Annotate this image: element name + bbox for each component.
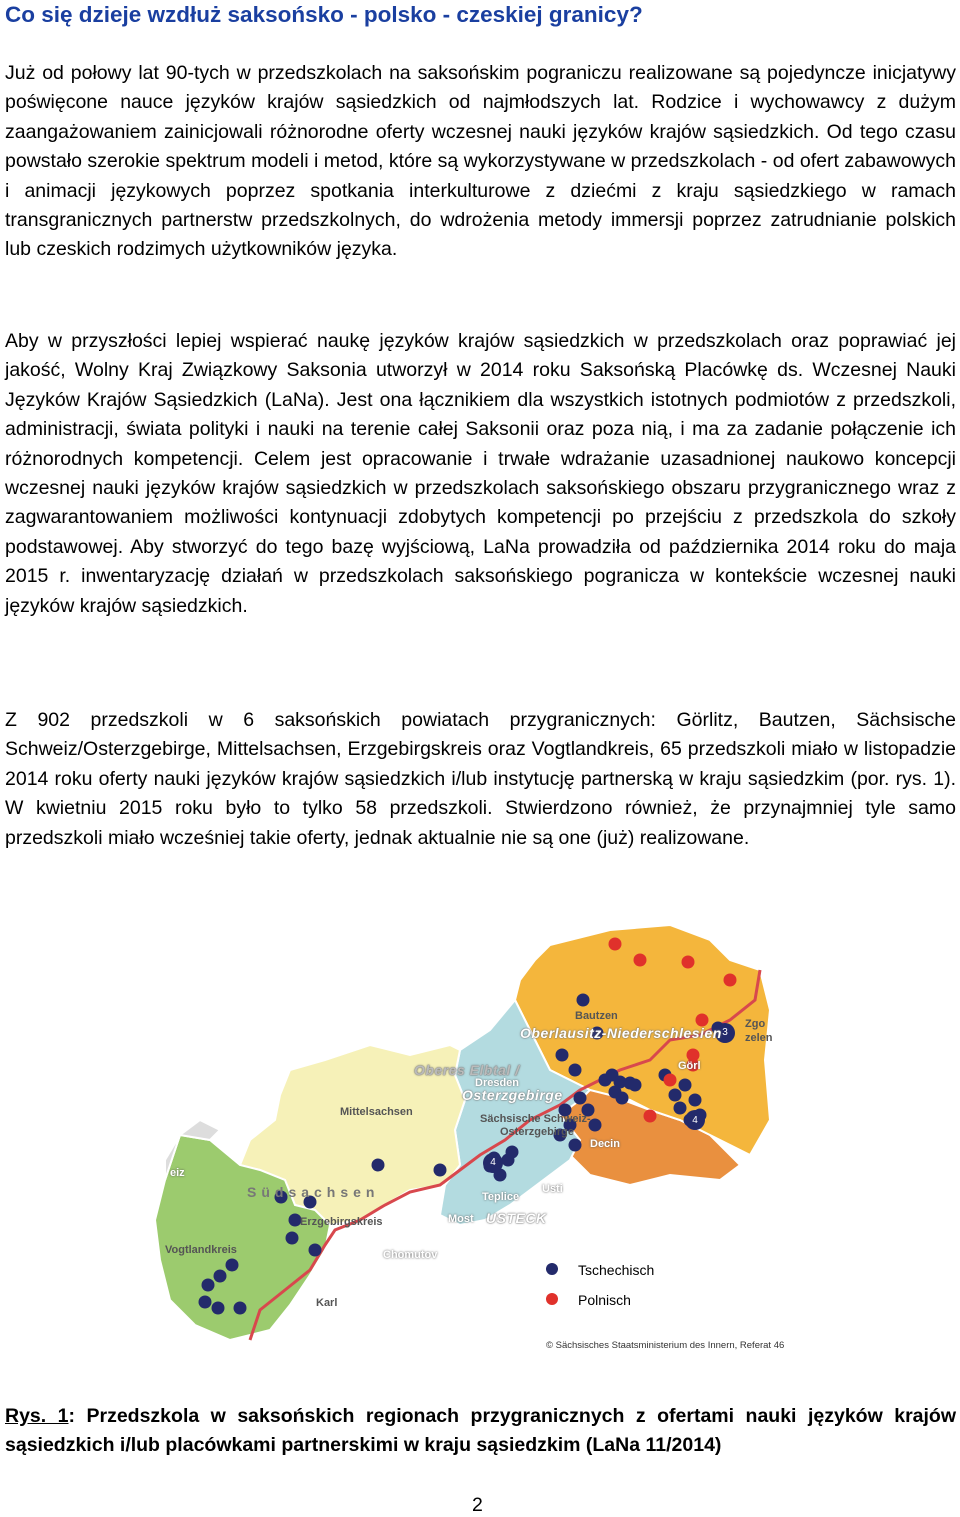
czech-kindergarten-marker [556, 1049, 569, 1062]
czech-kindergarten-marker [506, 1146, 519, 1159]
label-osterzgebirge-2: Osterzgebirge [500, 1126, 574, 1138]
figure-caption-text: : Przedszkola w saksońskich regionach przygranicznych z ofertami nauki języków krajów sąsiedzkich i/lub placówkami partnerskimi w kraju sąsiedzkim (LaNa 11/2014) [5, 1405, 956, 1457]
legend-czech-dot [546, 1263, 558, 1275]
czech-kindergarten-marker [214, 1270, 227, 1283]
label-eiz: eiz [170, 1167, 185, 1179]
polish-kindergarten-marker [634, 954, 647, 967]
polish-kindergarten-marker [724, 974, 737, 987]
czech-kindergarten-marker [199, 1296, 212, 1309]
czech-kindergarten-marker [669, 1089, 682, 1102]
polish-kindergarten-marker [682, 956, 695, 969]
page-number: 2 [472, 1494, 483, 1516]
czech-kindergarten-marker [679, 1079, 692, 1092]
label-zele: zelen [745, 1032, 773, 1044]
cluster-count-zittau: 4 [692, 1115, 698, 1126]
paragraph-lana: Aby w przyszłości lepiej wspierać naukę języków krajów sąsiedzkich w przedszkolach oraz poprawiać jej jakość, Wolny Kraj Związkowy Saksonia utworzył w 2014 roku Saksońską Placówkę ds. Wczesnej Nauki Języków Krajów Sąsiedzkich (LaNa). Jest ona łącznikiem dla wszystkich istotnych podmiotów z przedszkoli, administracji, świata polityki i nauki na terenie całej Saksonii oraz poza nią, i ma za zadanie połączenie ich różnorodnych kompetencji. Celem jest opracowanie i trwałe wdrażanie uzasadnionej naukowo koncepcji wczesnej nauki języków krajów sąsiedzkich w przedszkolach saksońskiego obszaru przygranicznego wraz z zagwarantowaniem możliwości kontynuacji zdobytych kompetencji po przejściu z przedszkola do szkoły podstawowej. Aby stworzyć do tego bazę wyjściową, LaNa prowadziła od października 2014 roku do maja 2015 r. inwentaryzację działań w przedszkolach saksońskiego pogranicza w kontekście wczesnej nauki języków krajów sąsiedzkich. [5, 330, 956, 617]
label-zgo: Zgo [745, 1018, 766, 1030]
map-drawing [110, 920, 780, 1360]
czech-kindergarten-marker [689, 1094, 702, 1107]
label-sachsische-schweiz: Sächsische Schweiz- [480, 1113, 591, 1125]
czech-kindergarten-marker [212, 1302, 225, 1315]
label-erzgebirgskreis: Erzgebirgskreis [300, 1216, 383, 1228]
legend-polish-dot [546, 1293, 558, 1305]
label-usti: Usti [542, 1183, 563, 1195]
label-chomutov: Chomutov [383, 1249, 438, 1261]
label-teplice: Teplice [482, 1191, 520, 1203]
label-bautzen: Bautzen [575, 1010, 618, 1022]
label-decin: Decin [590, 1138, 620, 1150]
page-title: Co się dzieje wzdłuż saksońsko - polsko - czeskiej granicy? [5, 2, 643, 27]
label-most: Most [448, 1213, 474, 1225]
czech-kindergarten-marker [234, 1302, 247, 1315]
label-oberes-elbtal: Oberes Elbtal / [414, 1062, 520, 1078]
figure-caption [5, 1402, 956, 1461]
polish-kindergarten-marker [644, 1110, 657, 1123]
polish-kindergarten-marker [664, 1074, 677, 1087]
label-oberlausitz: Oberlausitz-Niederschlesien [520, 1025, 722, 1041]
label-gorlitz: Görl [678, 1060, 701, 1072]
czech-kindergarten-marker [674, 1102, 687, 1115]
czech-kindergarten-marker [574, 1092, 587, 1105]
paragraph-statistics: Z 902 przedszkoli w 6 saksońskich powiatach przygranicznych: Görlitz, Bautzen, Sächsische Schweiz/Osterzgebirge, Mittelsachsen, Erzgebirgskreis oraz Vogtlandkreis, 65 przedszkoli miało w listopadzie 2014 roku oferty nauki języków krajów sąsiedzkich i/lub instytucję partnerską w kraju sąsiedzkim (por. rys. 1). W kwietniu 2015 roku było to tylko 58 przedszkoli. Stwierdzono również, że przynajmniej tyle samo przedszkoli miało wcześniej takie oferty, jednak aktualnie nie są one (już) realizowane. [5, 709, 956, 849]
label-vogtlandkreis: Vogtlandkreis [165, 1244, 237, 1256]
czech-kindergarten-marker [629, 1079, 642, 1092]
czech-kindergarten-marker [226, 1259, 239, 1272]
figure-label: Rys. 1 [5, 1405, 69, 1427]
paragraph-intro: Już od połowy lat 90-tych w przedszkolach na saksońskim pograniczu realizowane są pojedyncze inicjatywy poświęcone nauce języków krajów sąsiedzkich od najmłodszych lat. Rodzice i wychowawcy z dużym zaangażowaniem zainicjowali różnorodne oferty wczesnej nauki języków krajów sąsiedzkich. Od tego czasu powstało szerokie spektrum modeli i metod, które są wykorzystywane w przedszkolach - od ofert zabawowych i animacji językowych poprzez spotkania interkulturowe z dziećmi z kraju sąsiedzkiego w ramach transgranicznych partnerstw przedszkolnych, do wdrożenia metody immersji poprzez zatrudnianie polskich lub czeskich rodzimych użytkowników języka. [5, 62, 956, 261]
label-ustecky: USTECK [486, 1210, 547, 1226]
border-region-map [110, 920, 785, 1360]
label-sudsachsen: Südsachsen [247, 1184, 380, 1200]
label-osterzgebirge: Osterzgebirge [462, 1087, 563, 1103]
label-mittelsachsen: Mittelsachsen [340, 1106, 413, 1118]
map-copyright: © Sächsisches Staatsministerium des Innern, Referat 46 [546, 1340, 785, 1351]
czech-kindergarten-marker [434, 1164, 447, 1177]
legend-polish: Polnisch [578, 1292, 631, 1308]
cluster-count-gorlitz: 3 [722, 1027, 728, 1038]
czech-kindergarten-marker [569, 1139, 582, 1152]
czech-kindergarten-marker [372, 1159, 385, 1172]
czech-kindergarten-marker [286, 1232, 299, 1245]
czech-kindergarten-marker [309, 1244, 322, 1257]
cluster-count-pirna: 4 [490, 1157, 496, 1168]
czech-kindergarten-marker [202, 1279, 215, 1292]
czech-kindergarten-marker [569, 1064, 582, 1077]
label-dresden: Dresden [475, 1077, 520, 1089]
czech-kindergarten-marker [577, 994, 590, 1007]
legend-czech: Tschechisch [578, 1262, 655, 1278]
label-karl: Karl [316, 1297, 338, 1309]
czech-kindergarten-marker [616, 1092, 629, 1105]
polish-kindergarten-marker [609, 938, 622, 951]
